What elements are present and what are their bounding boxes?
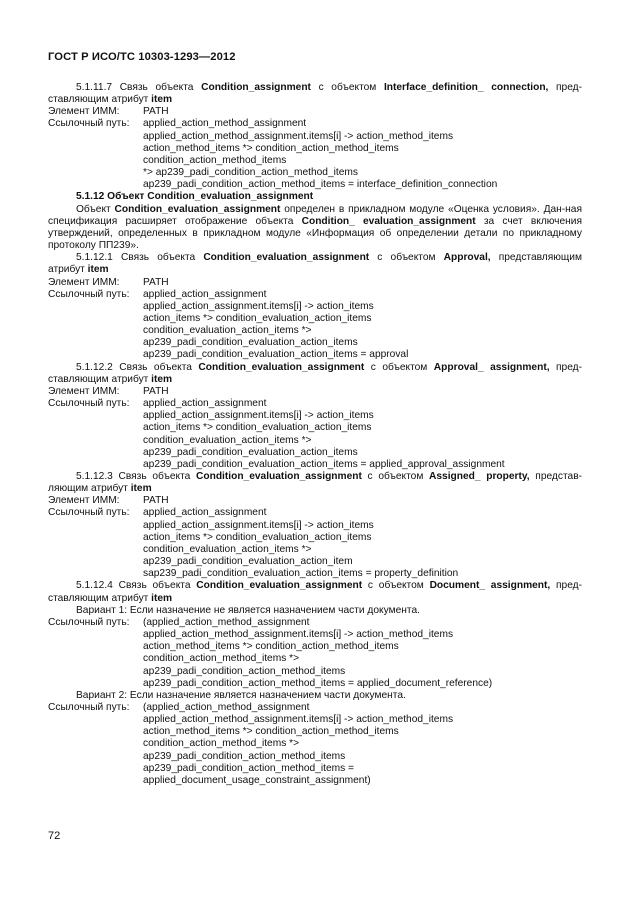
page-number: 72 bbox=[48, 830, 61, 842]
clause-5-1-12-3-title: 5.1.12.3 Связь объекта Condition_evaluation_assignment с объектом Assigned_ property, представ-ляющим атрибут item bbox=[48, 471, 582, 495]
path-line: ap239_padi_condition_evaluation_action_items = applied_approval_assignment bbox=[143, 458, 505, 470]
clause-5-1-12-3-ref: Ссылочный путь: applied_action_assignment bbox=[48, 507, 267, 519]
clause-5-1-12-2-element: Элемент ИММ: PATH bbox=[48, 385, 169, 397]
path-line: applied_document_usage_constraint_assignment) bbox=[143, 774, 371, 786]
path-line: condition_action_method_items *> bbox=[143, 653, 300, 665]
clause-5-1-12-2-ref: Ссылочный путь: applied_action_assignment bbox=[48, 398, 267, 410]
path-line: action_items *> condition_evaluation_action_items bbox=[143, 422, 372, 434]
path-line: ap239_padi_condition_action_method_items = interface_definition_connection bbox=[143, 179, 498, 191]
path-line: applied_action_assignment.items[i] -> action_items bbox=[143, 519, 374, 531]
clause-5-1-11-7-title: 5.1.11.7 Связь объекта Condition_assignment с объектом Interface_definition_ connection, пред-ставляющим атрибут item bbox=[48, 82, 582, 106]
variant-2-ref: Ссылочный путь: (applied_action_method_assignment bbox=[48, 701, 310, 713]
path-line: condition_evaluation_action_items *> bbox=[143, 434, 312, 446]
variant-1-text: Вариант 1: Если назначение не является назначением части документа. bbox=[76, 604, 420, 616]
clause-5-1-12-1-title: 5.1.12.1 Связь объекта Condition_evaluation_assignment с объектом Approval, представляющим атрибут item bbox=[48, 252, 582, 276]
variant-2-text: Вариант 2: Если назначение является назначением части документа. bbox=[76, 689, 406, 701]
path-line: ap239_padi_condition_action_method_items bbox=[143, 750, 346, 762]
clause-5-1-11-7-element: Элемент ИММ: PATH bbox=[48, 106, 169, 118]
clause-5-1-12-1-element: Элемент ИММ: PATH bbox=[48, 276, 169, 288]
clause-5-1-12-2-title: 5.1.12.2 Связь объекта Condition_evaluation_assignment с объектом Approval_ assignment, пред-ставляющим атрибут item bbox=[48, 361, 582, 385]
path-line: *> ap239_padi_condition_action_method_items bbox=[143, 167, 358, 179]
path-line: action_items *> condition_evaluation_action_items bbox=[143, 312, 372, 324]
path-line: applied_action_assignment.items[i] -> action_items bbox=[143, 300, 374, 312]
variant-1-ref: Ссылочный путь: (applied_action_method_assignment bbox=[48, 616, 310, 628]
path-line: condition_evaluation_action_items *> bbox=[143, 543, 312, 555]
path-line: action_items *> condition_evaluation_action_items bbox=[143, 531, 372, 543]
path-line: action_method_items *> condition_action_method_items bbox=[143, 142, 399, 154]
clause-5-1-12-4-title: 5.1.12.4 Связь объекта Condition_evaluation_assignment с объектом Document_ assignment, пред-ставляющим атрибут item bbox=[48, 580, 583, 604]
section-5-1-12-heading: 5.1.12 Объект Condition_evaluation_assignment bbox=[76, 191, 314, 203]
section-5-1-12-text: Объект Condition_evaluation_assignment определен в прикладном модуле «Оценка условия». Дан-ная спецификация расширяет отображение объекта Condition_ evaluation_assignment за счет включения утверждений, определенных в прикладном модуле «Информация об определении детали по прикладному протоколу ПП239». bbox=[48, 203, 582, 252]
path-line: applied_action_method_assignment.items[i] -> action_method_items bbox=[143, 130, 454, 142]
clause-5-1-12-1-ref: Ссылочный путь: applied_action_assignment bbox=[48, 288, 267, 300]
path-line: ap239_padi_condition_evaluation_action_items bbox=[143, 337, 358, 349]
path-line: sap239_padi_condition_evaluation_action_items = property_definition bbox=[143, 568, 459, 580]
path-line: ap239_padi_condition_evaluation_action_item bbox=[143, 556, 353, 568]
document-body bbox=[48, 82, 582, 787]
path-line: applied_action_method_assignment.items[i] -> action_method_items bbox=[143, 629, 454, 641]
path-line: applied_action_assignment.items[i] -> action_items bbox=[143, 410, 374, 422]
path-line: ap239_padi_condition_action_method_items = bbox=[143, 762, 354, 774]
path-line: ap239_padi_condition_action_method_items bbox=[143, 665, 346, 677]
path-line: action_method_items *> condition_action_method_items bbox=[143, 641, 399, 653]
path-line: ap239_padi_condition_evaluation_action_items = approval bbox=[143, 349, 409, 361]
document-header: ГОСТ Р ИСО/ТС 10303-1293—2012 bbox=[48, 51, 236, 63]
path-line: condition_action_method_items *> bbox=[143, 738, 300, 750]
path-line: action_method_items *> condition_action_method_items bbox=[143, 726, 399, 738]
path-line: ap239_padi_condition_action_method_items = applied_document_reference) bbox=[143, 677, 493, 689]
clause-5-1-11-7-ref: Ссылочный путь: applied_action_method_assignment bbox=[48, 118, 307, 130]
path-line: condition_action_method_items bbox=[143, 154, 287, 166]
path-line: ap239_padi_condition_evaluation_action_items bbox=[143, 446, 358, 458]
path-line: condition_evaluation_action_items *> bbox=[143, 325, 312, 337]
clause-5-1-12-3-element: Элемент ИММ: PATH bbox=[48, 495, 169, 507]
path-line: applied_action_method_assignment.items[i] -> action_method_items bbox=[143, 714, 454, 726]
